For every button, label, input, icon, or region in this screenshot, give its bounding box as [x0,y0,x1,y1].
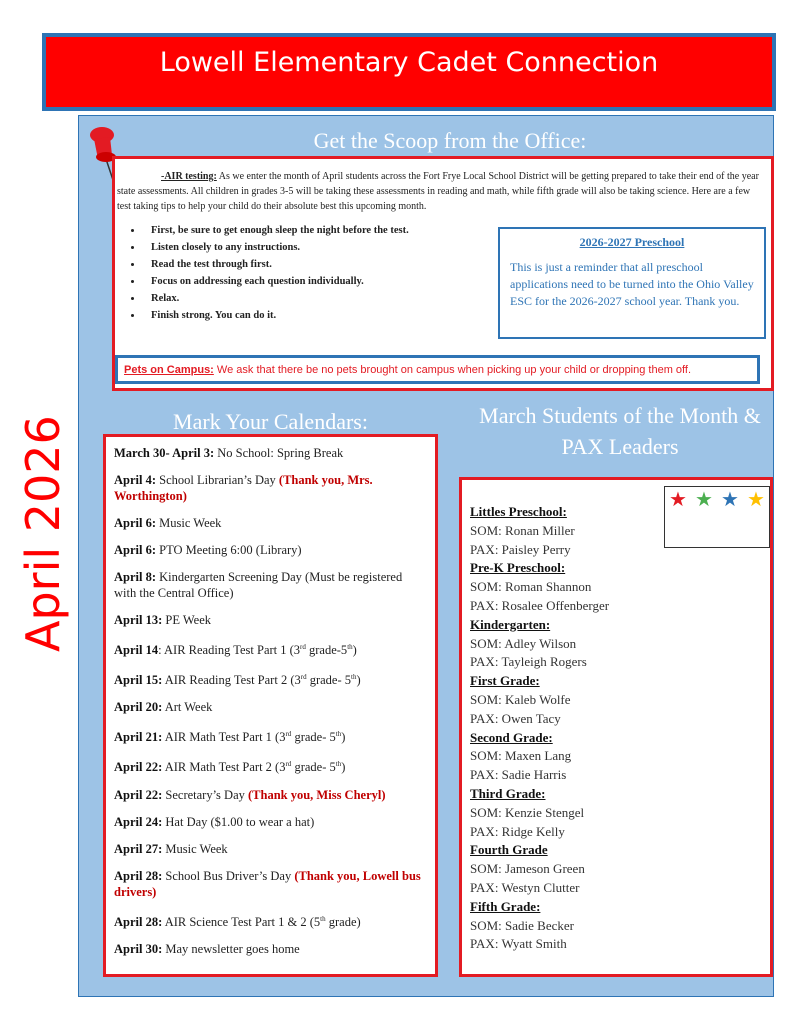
event-text: AIR Math Test Part 2 (3 [162,760,286,775]
calendar-item [114,569,427,601]
grade-label: Littles Preschool: [470,504,567,519]
grade-label: First Grade: [470,673,540,689]
event-text-cont: grade) [325,914,361,929]
event-date: April 27: [114,841,163,856]
event-text-end: ) [352,643,357,658]
ordinal-suffix: th [351,673,357,682]
preschool-text: This is just a reminder that all preschool applications need to be turned into the Ohio Valley ESC for the 2026-2027 school year. Thank you. [510,260,754,308]
grade-label: Pre-K Preschool: [470,560,566,576]
ordinal-suffix: rd [300,673,307,682]
event-text: AIR Science Test Part 1 & 2 (5 [162,914,321,929]
newsletter-header [42,33,776,111]
event-date: April 30: [114,941,163,956]
event-date: April 4: [114,473,157,487]
grade-label: Kindergarten: [470,616,551,632]
som-name: SOM: Jameson Green [470,861,585,877]
tip-item: • First, be sure to get enough sleep the night before the test. [143,222,765,239]
ordinal-suffix: th [335,730,342,739]
event-text-end: ) [341,730,346,745]
calendar-item [114,941,427,957]
event-date: April 28: [114,914,163,929]
som-name: SOM: Adley Wilson [470,635,577,651]
event-date: April 22: [114,787,163,802]
event-text: AIR Math Test Part 1 (3 [162,730,286,745]
tip-item: • Relax. [143,290,765,307]
ordinal-suffix: rd [300,643,306,651]
event-text: PE Week [162,613,212,627]
calendar-item [114,669,427,688]
pets-label: Pets on Campus: [124,364,214,376]
calendar-item [114,911,427,930]
preschool-box [498,227,766,339]
event-text: No School: Spring Break [214,446,344,460]
som-name: SOM: Roman Shannon [470,579,592,595]
event-date: April 13: [114,613,163,627]
event-date: March 30- April 3: [114,446,215,460]
event-date: April 22: [114,760,163,775]
ordinal-suffix: th [347,643,353,651]
event-date: April 21: [114,730,163,745]
event-text-cont: grade-5 [305,643,348,658]
calendar-item [114,841,427,857]
office-box [112,156,774,391]
event-text: Art Week [162,700,213,715]
grade-label: Fifth Grade: [470,898,541,914]
thank-you-note: (Thank you, Miss Cheryl) [248,787,386,802]
event-text: Secretary’s Day [162,787,248,802]
calendar-heading: Mark Your Calendars: [173,409,368,434]
event-text-cont: grade- 5 [291,760,336,775]
event-date: April 20: [114,700,163,715]
calendar-item [114,472,427,504]
event-text-cont: grade- 5 [291,730,336,745]
calendar-item [114,445,427,461]
event-text: : AIR Reading Test Part 1 (3 [158,643,301,658]
pax-name: PAX: Tayleigh Rogers [470,654,587,670]
som-name: SOM: Ronan Miller [470,522,575,538]
event-text: School Bus Driver’s Day [162,868,295,883]
calendar-item [114,726,427,745]
pax-name: PAX: Ridge Kelly [470,823,565,839]
pax-name: PAX: Paisley Perry [470,541,571,557]
pax-name: PAX: Rosalee Offenberger [470,597,610,613]
calendar-item [114,699,427,715]
calendar-item [114,639,427,658]
newsletter-title: Lowell Elementary Cadet Connection [46,37,772,107]
grade-label: Fourth Grade [470,842,548,858]
event-text: Music Week [162,841,228,856]
pax-name: PAX: Wyatt Smith [470,936,567,952]
tip-item: • Read the test through first. [143,256,765,273]
event-date: April 28: [114,868,163,883]
pax-name: PAX: Westyn Clutter [470,879,580,895]
preschool-title: 2026-2027 Preschool [579,235,685,249]
calendar-item [114,515,427,531]
pax-name: PAX: Sadie Harris [470,767,567,783]
event-text: AIR Reading Test Part 2 (3 [162,673,301,688]
students-heading: March Students of the Month & PAX Leaders [479,403,761,459]
pax-name: PAX: Owen Tacy [470,710,561,726]
tip-item: • Focus on addressing each question individually. [143,273,765,290]
event-date: April 14 [114,643,159,658]
grade-label: Third Grade: [470,785,546,801]
event-text: School Librarian’s Day [156,473,279,487]
pets-notice [115,355,760,384]
pets-text: We ask that there be no pets brought on campus when picking up your child or dropping them off. [213,364,692,376]
event-text: Hat Day ($1.00 to wear a hat) [162,814,315,829]
som-name: SOM: Maxen Lang [470,748,572,764]
thank-you-note: (Thank you, Mrs. Worthington) [114,473,373,503]
ordinal-suffix: th [320,914,326,923]
ordinal-suffix: th [335,760,342,769]
tip-item: • Listen closely to any instructions. [143,239,765,256]
event-text: Music Week [156,516,222,530]
calendar-item [114,787,427,803]
air-label: -AIR testing: [161,171,217,182]
calendar-item [114,756,427,775]
event-text-end: ) [356,673,361,688]
side-month-title: April 2026 [16,415,70,652]
event-text: Kindergarten Screening Day (Must be registered with the Central Office) [114,570,403,600]
som-name: SOM: Sadie Becker [470,917,574,933]
students-box [459,477,773,977]
ordinal-suffix: rd [285,760,292,769]
calendar-item [114,868,427,900]
event-date: April 15: [114,673,163,688]
calendar-item [114,542,427,558]
event-date: April 8: [114,570,157,584]
air-text: As we enter the month of April students across the Fort Frye Local School District will be getting prepared to take their end of the year state assessments. All children in grades 3-5 will be taking these assessments in reading and math, while fifth grade will also be taking science. Here are a few test taking tips to help your child do their absolute best this upcoming month. [117,171,759,212]
event-text: May newsletter goes home [162,941,300,956]
event-text-cont: grade- 5 [306,673,351,688]
event-text-end: ) [341,760,346,775]
office-heading: Get the Scoop from the Office: [313,128,587,153]
event-date: April 6: [114,543,157,557]
ordinal-suffix: rd [285,730,292,739]
air-paragraph [117,169,765,214]
kids-stars-clipart: ★ ★ ★ ★ [664,486,770,548]
thank-you-note: (Thank you, Lowell bus drivers) [114,868,421,899]
tip-item: • Finish strong. You can do it. [143,307,765,324]
event-date: April 6: [114,516,157,530]
event-date: April 24: [114,814,163,829]
grade-label: Second Grade: [470,729,553,745]
calendar-box [103,434,438,977]
som-name: SOM: Kaleb Wolfe [470,691,571,707]
som-name: SOM: Kenzie Stengel [470,804,585,820]
calendar-item [114,814,427,830]
event-text: PTO Meeting 6:00 (Library) [156,543,302,557]
calendar-item [114,612,427,628]
